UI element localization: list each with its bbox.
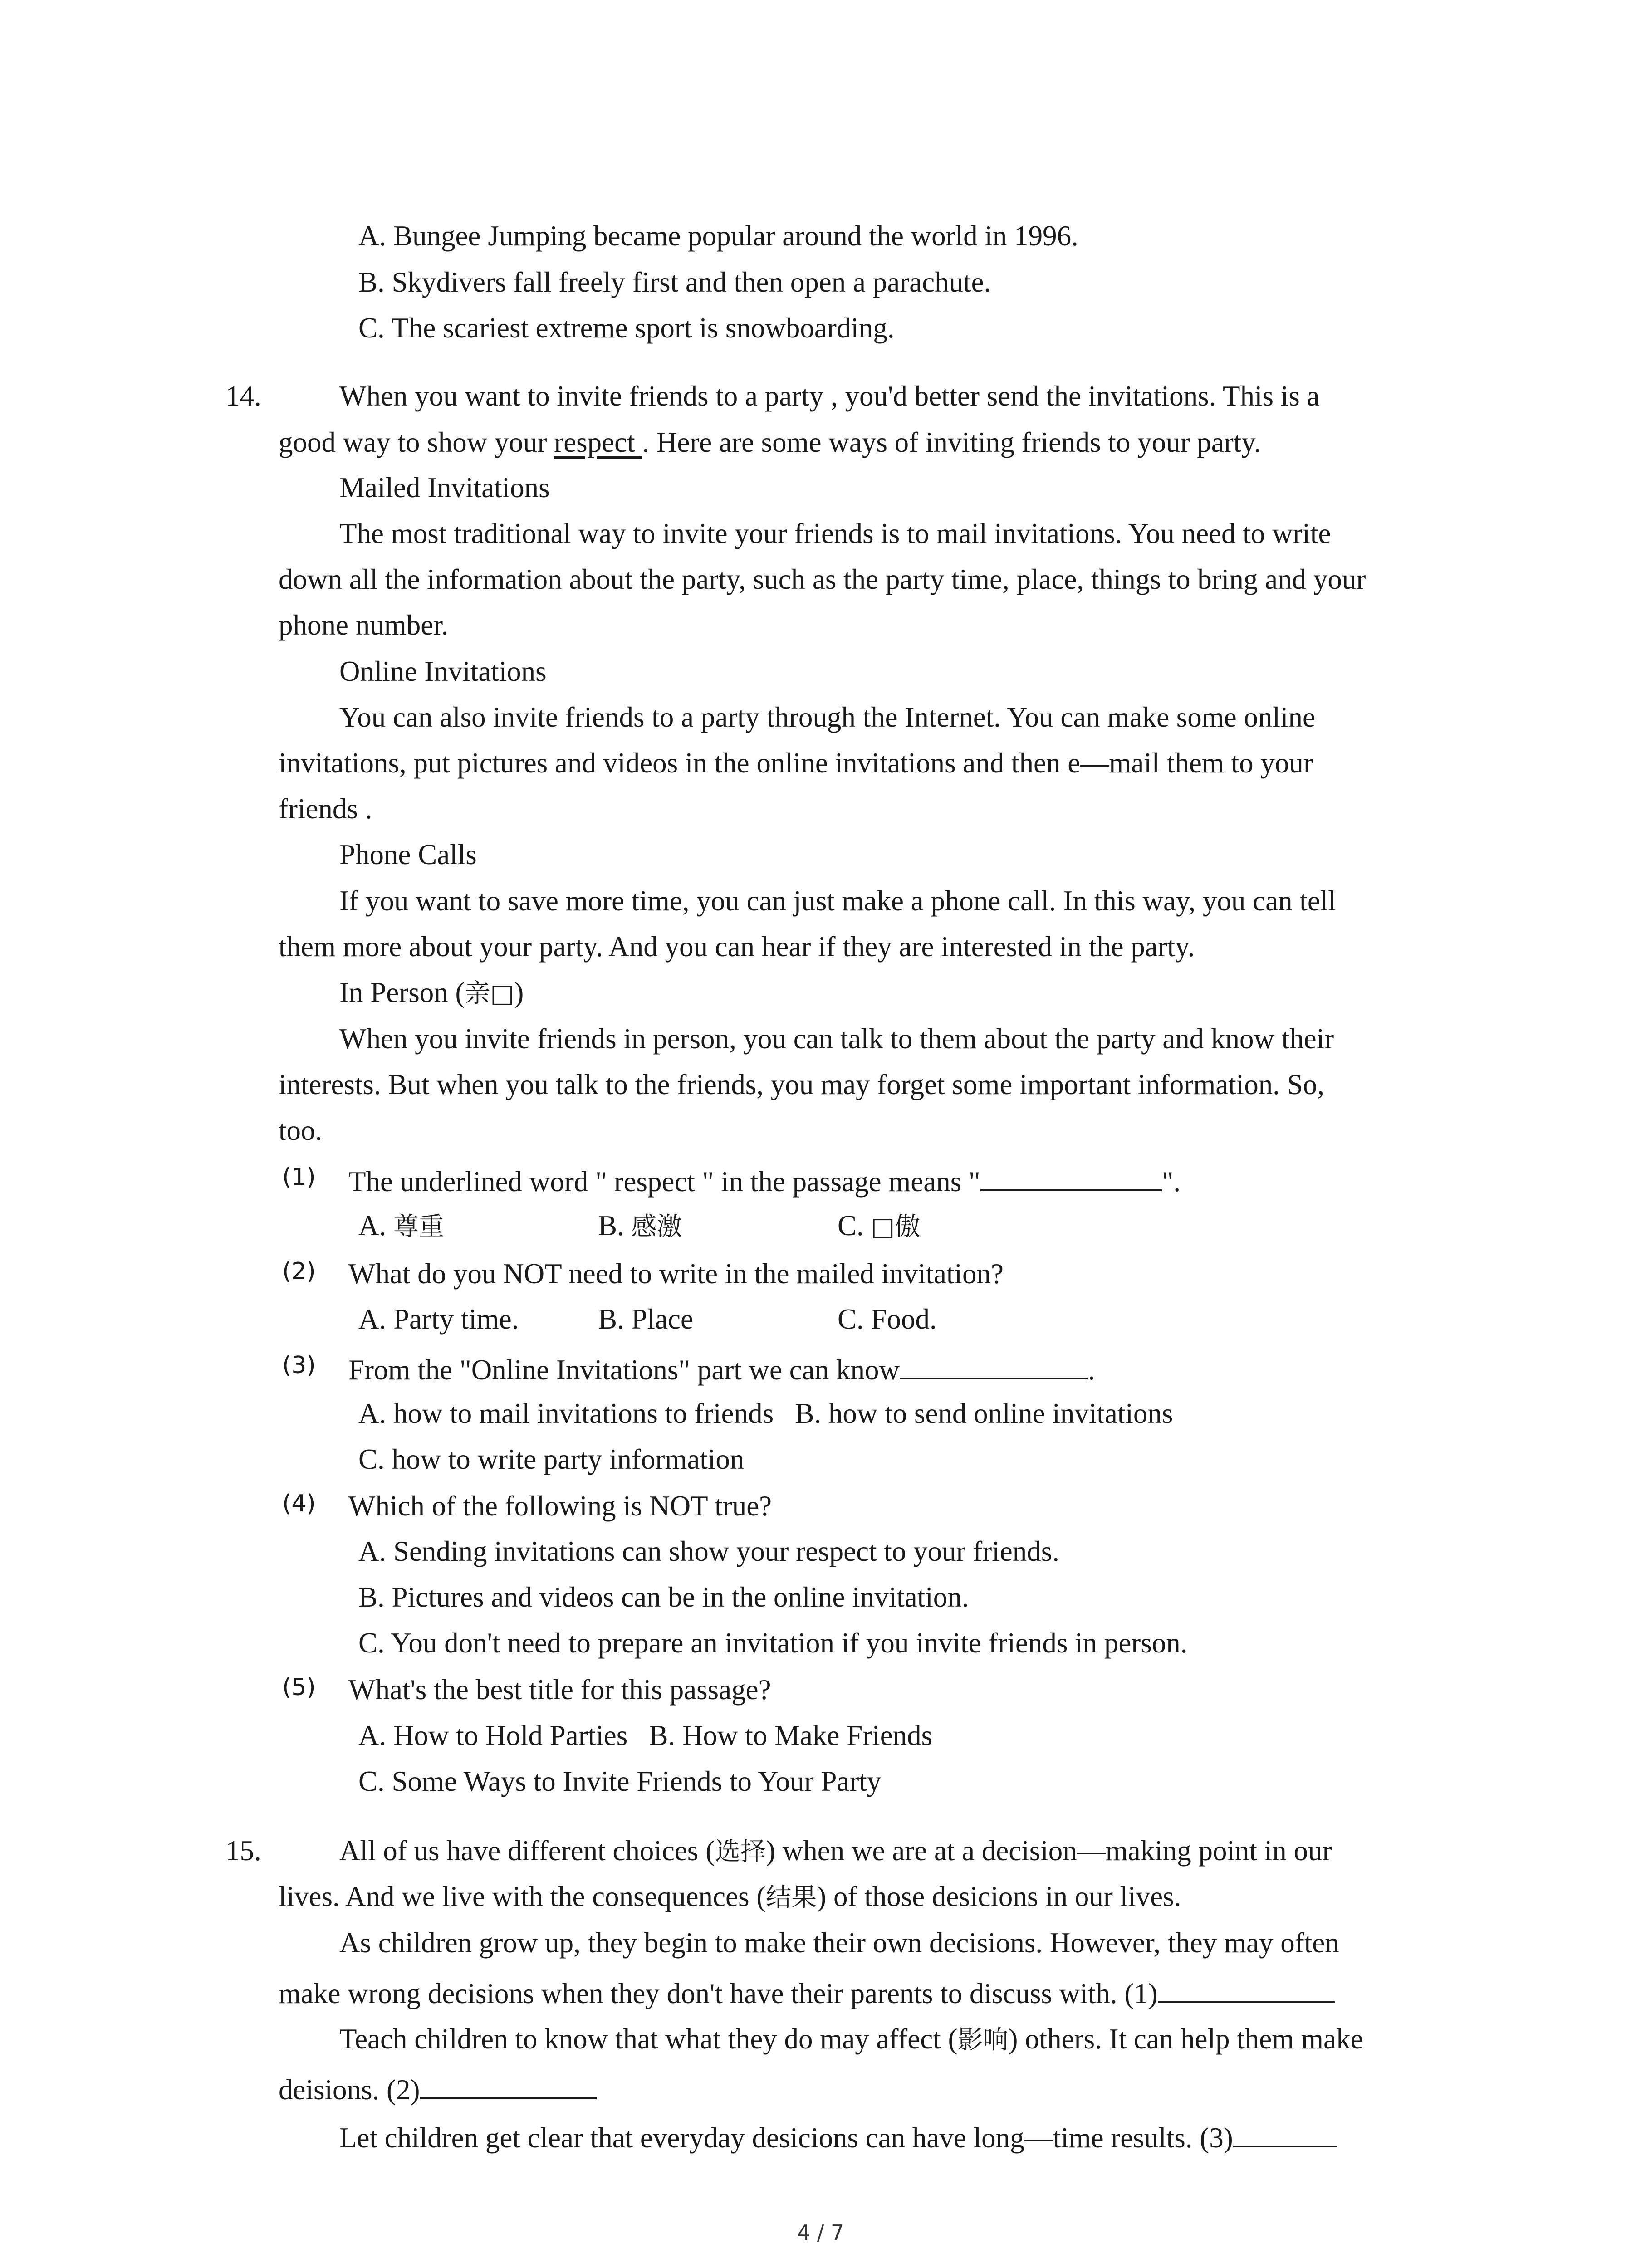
q15-text: make wrong decisions when they don't have their parents to discuss with. (1)	[279, 1978, 1158, 2009]
underlined-word-respect: respect	[554, 426, 642, 458]
option-letter: C.	[838, 1210, 871, 1242]
q15-text: Let children get clear that everyday desicions can have long—time results. (3)	[339, 2122, 1233, 2154]
heading-phone-calls: Phone Calls	[339, 839, 477, 870]
q14-para5-line3: too.	[279, 1114, 323, 1146]
heading-online-invitations: Online Invitations	[339, 655, 547, 687]
heading-text: In Person (	[339, 977, 465, 1008]
heading-in-person	[339, 974, 524, 1012]
answer-blank[interactable]	[1158, 1973, 1335, 2003]
subq2-option-a: A. Party time.	[358, 1303, 519, 1335]
answer-blank[interactable]	[980, 1161, 1162, 1191]
q15-line5	[339, 2021, 1363, 2058]
option-cjk: 尊重	[393, 1212, 444, 1242]
q15-text: ) others. It can help them make	[1008, 2023, 1363, 2055]
q15-text: lives. And we live with the consequences (	[279, 1881, 766, 1912]
q14-para4-line1: If you want to save more time, you can just make a phone call. In this way, you can tell	[339, 885, 1336, 917]
q14-para2-line3: phone number.	[279, 609, 449, 641]
q15-number: 15.	[225, 1835, 261, 1867]
q14-para1-line2	[279, 424, 1261, 460]
option-cjk: □傲	[871, 1212, 921, 1242]
subq5-number: (5)	[282, 1674, 316, 1701]
q15-line2	[279, 1878, 1181, 1916]
subq5-options-ab: A. How to Hold Parties B. How to Make Friends	[358, 1720, 933, 1751]
q14-para3-line2: invitations, put pictures and videos in the online invitations and then e—mail them to your	[279, 747, 1313, 779]
q15-cjk: 影响	[957, 2025, 1009, 2055]
q14-para2-line2: down all the information about the party, such as the party time, place, things to bring and your	[279, 563, 1366, 595]
subq2-option-b: B. Place	[598, 1303, 693, 1335]
option-cjk: 感激	[631, 1212, 682, 1242]
q15-line4	[279, 1973, 1335, 2012]
q15-line7	[339, 2117, 1337, 2156]
q14-para5-line2: interests. But when you talk to the friends, you may forget some important information. So,	[279, 1069, 1324, 1100]
subq3-option-c: C. how to write party information	[358, 1443, 745, 1475]
subq4-stem: Which of the following is NOT true?	[348, 1490, 772, 1522]
option-letter: B.	[598, 1210, 632, 1242]
subq1-text: The underlined word " respect " in the passage means "	[348, 1166, 980, 1198]
subq4-option-a: A. Sending invitations can show your respect to your friends.	[358, 1535, 1059, 1567]
q14-text: . Here are some ways of inviting friends to your party.	[642, 426, 1261, 458]
q13-option-b: B. Skydivers fall freely first and then open a parachute.	[358, 266, 991, 298]
q14-para3-line3: friends .	[279, 793, 372, 825]
q14-para5-line1: When you invite friends in person, you can talk to them about the party and know their	[339, 1023, 1334, 1055]
q14-para3-line1: You can also invite friends to a party through the Internet. You can make some online	[339, 701, 1315, 733]
subq2-number: (2)	[282, 1258, 316, 1285]
subq2-stem: What do you NOT need to write in the mailed invitation?	[348, 1258, 1004, 1290]
q13-option-c: C. The scariest extreme sport is snowboarding.	[358, 312, 895, 344]
subq1-option-b	[598, 1207, 682, 1245]
subq4-option-b: B. Pictures and videos can be in the online invitation.	[358, 1581, 969, 1613]
subq2-option-c: C. Food.	[838, 1303, 937, 1335]
q14-para2-line1: The most traditional way to invite your friends is to mail invitations. You need to write	[339, 518, 1331, 549]
q14-para4-line2: them more about your party. And you can hear if they are interested in the party.	[279, 931, 1195, 963]
q15-cjk: 结果	[766, 1883, 817, 1912]
q15-text: deisions. (2)	[279, 2074, 420, 2106]
answer-blank[interactable]	[1233, 2117, 1337, 2147]
subq1-option-a	[358, 1207, 444, 1245]
q15-line1	[339, 1833, 1332, 1870]
q15-text: All of us have different choices (	[339, 1835, 715, 1867]
heading-cjk: 亲□	[465, 979, 514, 1008]
subq4-number: (4)	[282, 1490, 316, 1517]
subq1-stem	[348, 1161, 1181, 1200]
q15-line3: As children grow up, they begin to make their own decisions. However, they may often	[339, 1927, 1339, 1959]
subq5-option-c: C. Some Ways to Invite Friends to Your Party	[358, 1765, 882, 1797]
q15-text: ) of those desicions in our lives.	[817, 1881, 1181, 1912]
subq3-stem	[348, 1349, 1095, 1388]
q13-option-a: A. Bungee Jumping became popular around the world in 1996.	[358, 220, 1078, 252]
q15-line6	[279, 2069, 597, 2108]
q14-text: good way to show your	[279, 426, 554, 458]
subq3-text: From the "Online Invitations" part we can know	[348, 1354, 900, 1386]
page-number: 4 / 7	[797, 2220, 844, 2245]
subq1-text: ".	[1161, 1166, 1181, 1198]
answer-blank[interactable]	[420, 2069, 597, 2099]
q14-para1-line1: When you want to invite friends to a party , you'd better send the invitations. This is a	[339, 380, 1320, 412]
answer-blank[interactable]	[900, 1349, 1088, 1379]
heading-text: )	[514, 977, 524, 1008]
subq5-stem: What's the best title for this passage?	[348, 1674, 771, 1706]
option-letter: A.	[358, 1210, 393, 1242]
subq3-text: .	[1087, 1354, 1095, 1386]
subq1-option-c	[838, 1207, 920, 1245]
subq3-number: (3)	[282, 1352, 316, 1379]
subq1-number: (1)	[282, 1163, 316, 1191]
subq4-option-c: C. You don't need to prepare an invitation if you invite friends in person.	[358, 1627, 1188, 1659]
subq3-options-ab: A. how to mail invitations to friends B. how to send online invitations	[358, 1398, 1173, 1429]
q14-number: 14.	[225, 380, 261, 412]
q15-cjk: 选择	[715, 1837, 766, 1867]
heading-mailed-invitations: Mailed Invitations	[339, 472, 550, 503]
q15-text: Teach children to know that what they do may affect (	[339, 2023, 958, 2055]
q15-text: ) when we are at a decision—making point in our	[766, 1835, 1332, 1867]
